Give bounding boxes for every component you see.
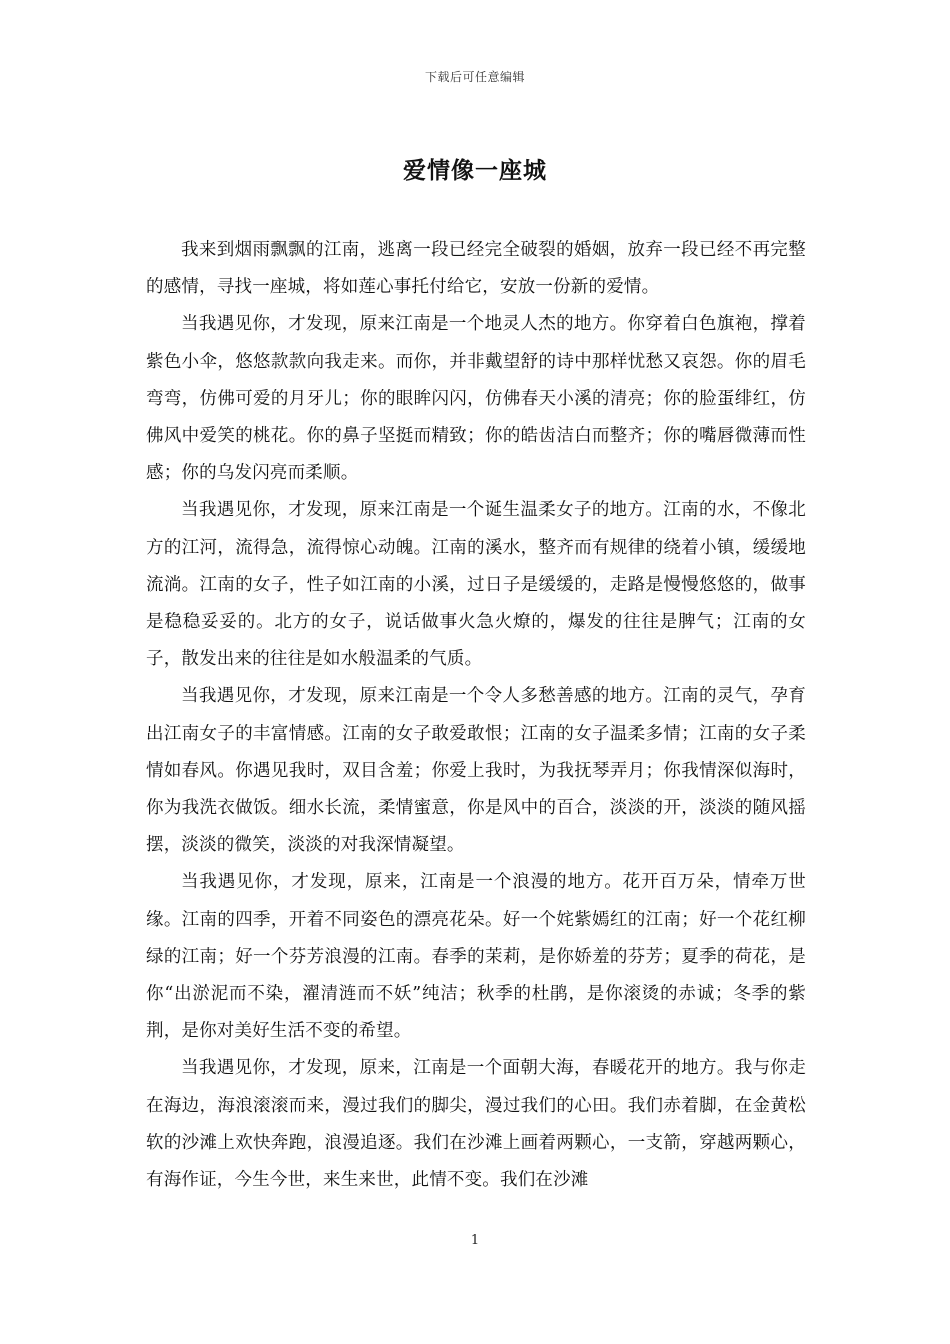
page-number: 1 — [470, 1233, 480, 1248]
paragraph: 当我遇见你，才发现，原来江南是一个地灵人杰的地方。你穿着白色旗袍，撑着紫色小伞，悠悠款款向我走来。而你，并非戴望舒的诗中那样忧愁又哀怨。你的眉毛弯弯，仿佛可爱的月牙儿；你的眼眸闪闪，仿佛春天小溪的清亮；你的脸蛋绯红，仿佛风中爱笑的桃花。你的鼻子坚挺而精致；你的皓齿洁白而整齐；你的嘴唇微薄而性感；你的乌发闪亮而柔顺。 — [146, 314, 806, 484]
header-note: 下载后可任意编辑 — [424, 70, 525, 84]
paragraph: 当我遇见你，才发现，原来，江南是一个面朝大海，春暖花开的地方。我与你走在海边，海浪滚滚而来，漫过我们的脚尖，漫过我们的心田。我们赤着脚，在金黄松软的沙滩上欢快奔跑，浪漫追逐。我们在沙滩上画着两颗心，一支箭，穿越两颗心，有海作证，今生今世，来生来世，此情不变。我们在沙滩 — [146, 1058, 806, 1191]
document-title: 爱情像一座城 — [403, 157, 547, 184]
paragraph: 当我遇见你，才发现，原来，江南是一个浪漫的地方。花开百万朵，情牵万世缘。江南的四季，开着不同姿色的漂亮花朵。好一个姹紫嫣红的江南；好一个花红柳绿的江南；好一个芬芳浪漫的江南。春季的茉莉，是你娇羞的芬芳；夏季的荷花，是你“出淤泥而不染，濯清涟而不妖”纯洁；秋季的杜鹃，是你滚烫的赤诚；冬季的紫荆，是你对美好生活不变的希望。 — [146, 872, 806, 1042]
document-body — [146, 232, 806, 1199]
paragraph: 当我遇见你，才发现，原来江南是一个令人多愁善感的地方。江南的灵气，孕育出江南女子的丰富情感。江南的女子敢爱敢恨；江南的女子温柔多情；江南的女子柔情如春风。你遇见我时，双目含羞；你爱上我时，为我抚琴弄月；你我情深似海时，你为我洗衣做饭。细水长流，柔情蜜意，你是风中的百合，淡淡的开，淡淡的随风摇摆，淡淡的微笑，淡淡的对我深情凝望。 — [146, 686, 806, 856]
paragraph: 我来到烟雨飘飘的江南，逃离一段已经完全破裂的婚姻，放弃一段已经不再完整的感情，寻找一座城，将如莲心事托付给它，安放一份新的爱情。 — [146, 240, 806, 298]
paragraph: 当我遇见你，才发现，原来江南是一个诞生温柔女子的地方。江南的水，不像北方的江河，流得急，流得惊心动魄。江南的溪水，整齐而有规律的绕着小镇，缓缓地流淌。江南的女子，性子如江南的小溪，过日子是缓缓的，走路是慢慢悠悠的，做事是稳稳妥妥的。北方的女子，说话做事火急火燎的，爆发的往往是脾气；江南的女子，散发出来的往往是如水般温柔的气质。 — [146, 500, 806, 670]
